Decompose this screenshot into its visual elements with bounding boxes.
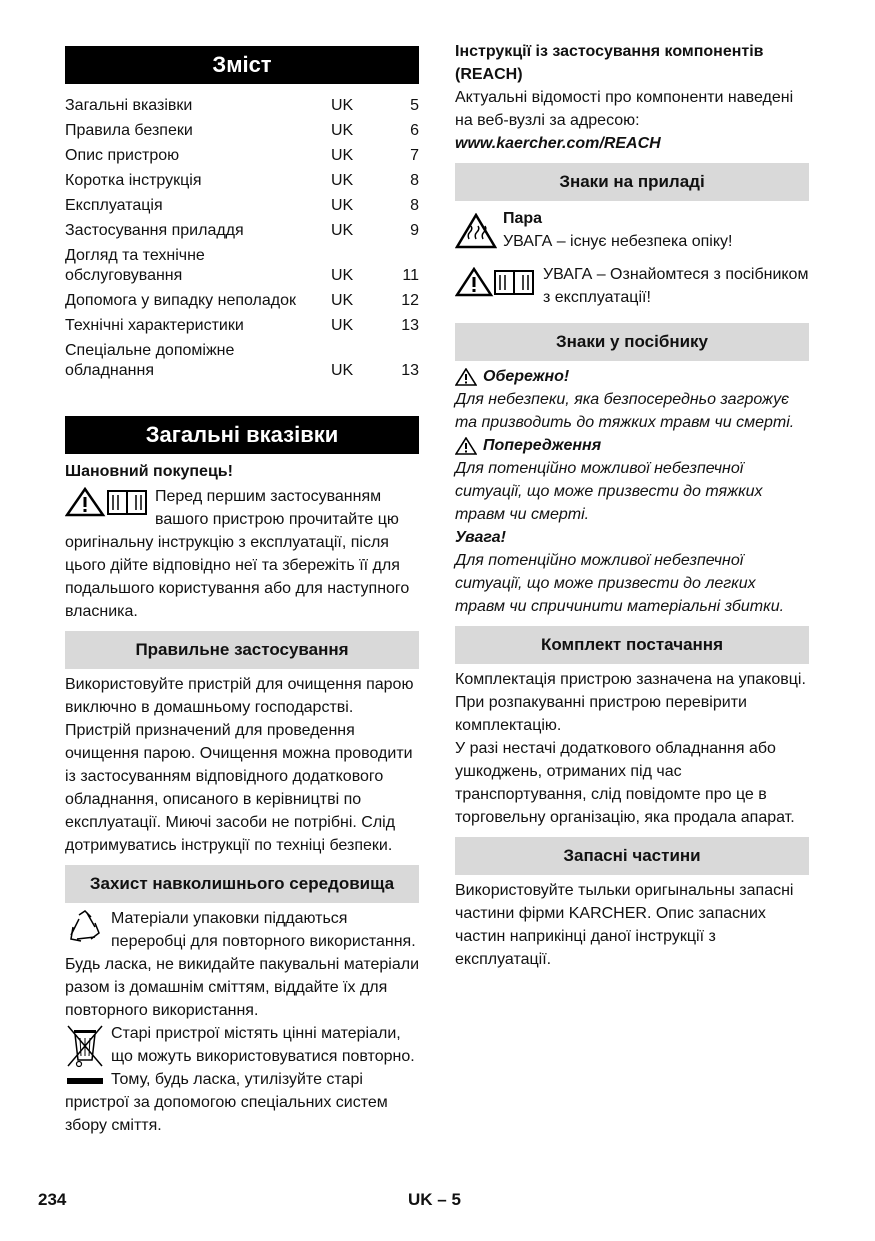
reach-heading: Інструкції із застосування компонентів (REACH): [455, 43, 764, 83]
toc-row[interactable]: [65, 341, 419, 386]
scope-text-1: Комплектація пристрою зазначена на упаковці. При розпакуванні пристрою перевірити комплектацію.: [455, 671, 806, 734]
toc-page: 13: [401, 362, 419, 379]
toc-page: 11: [402, 267, 419, 284]
disposal-block: [65, 1022, 419, 1137]
warning-triangle-icon: [455, 368, 477, 386]
toc-title: Технічні характеристики: [65, 317, 244, 334]
manual-warning: УВАГА – Ознайомтеся з посібником з експлуатації!: [543, 266, 809, 306]
toc-title: Догляд та технічне обслуговування: [65, 247, 205, 284]
toc-title: Загальні вказівки: [65, 97, 193, 114]
hot-steam-warning-icon: [455, 213, 497, 249]
warning-manual-icon: [65, 487, 149, 517]
toc-page: 8: [410, 172, 419, 189]
manual-signs-heading: Знаки у посібнику: [455, 323, 809, 361]
toc-page: 12: [401, 292, 419, 309]
danger-heading: [455, 365, 809, 388]
page-number: 234: [38, 1190, 67, 1209]
steam-label: Пара: [503, 210, 543, 227]
warning-label: Попередження: [483, 437, 602, 454]
toc-row[interactable]: [65, 316, 419, 341]
recycle-text: Матеріали упаковки піддаються переробці для повторного використання. Будь ласка, не викидайте пакувальні матеріали разом із домашнім сміттям, віддайте їх для повторного використання.: [65, 910, 420, 1019]
disposal-text: Старі пристрої містять цінні матеріали, що можуть використовуватися повторно. Тому, будь ласка, утилізуйте старі пристрої за допомогою спеціальних систем збору сміття.: [65, 1025, 415, 1134]
toc-row[interactable]: [65, 96, 419, 121]
manual-sign: [455, 263, 809, 309]
warning-heading: [455, 434, 809, 457]
toc-title: Коротка інструкція: [65, 172, 202, 189]
device-signs-heading: Знаки на приладі: [455, 163, 809, 201]
toc-lang: UK: [331, 267, 354, 284]
toc-row[interactable]: [65, 146, 419, 171]
toc-lang: UK: [331, 362, 354, 379]
toc-page: 6: [410, 122, 419, 139]
general-heading: Загальні вказівки: [65, 416, 419, 454]
toc-row[interactable]: [65, 221, 419, 246]
caution-text: Для потенційно можливої небезпечної ситуації, що може призвести до легких травм чи спричинити матеріальні збитки.: [455, 552, 785, 615]
toc-lang: UK: [331, 147, 354, 164]
crossed-bin-icon: [65, 1024, 105, 1090]
proper-use-heading: Правильне застосування: [65, 631, 419, 669]
toc-page: 7: [410, 147, 419, 164]
warning-triangle-icon: [455, 437, 477, 455]
warning-text: Для потенційно можливої небезпечної ситуації, що може призвести до тяжких травм чи смерті.: [455, 460, 763, 523]
toc-page: 9: [410, 222, 419, 239]
left-column: [65, 46, 419, 1137]
toc-lang: UK: [331, 317, 354, 334]
recycle-icon: [65, 909, 105, 947]
caution-label: Увага!: [455, 529, 506, 546]
reach-url[interactable]: www.kaercher.com/REACH: [455, 135, 661, 152]
toc-row[interactable]: [65, 246, 419, 291]
recycle-block: [65, 907, 419, 1022]
reach-text: Актуальні відомості про компоненти наведені на веб-вузлі за адресою:: [455, 89, 794, 129]
toc-title: Спеціальне допоміжне обладнання: [65, 342, 235, 379]
intro-block: [65, 485, 419, 623]
toc-lang: UK: [331, 292, 354, 309]
toc-title: Опис пристрою: [65, 147, 180, 164]
toc-page: 8: [410, 197, 419, 214]
spare-parts-heading: Запасні частини: [455, 837, 809, 875]
toc-title: Експлуатація: [65, 197, 163, 214]
toc-page: 13: [401, 317, 419, 334]
toc-lang: UK: [331, 222, 354, 239]
toc-title: Допомога у випадку неполадок: [65, 292, 297, 309]
spare-parts-text: Використовуйте тыльки оригынальны запасні частини фірми KARCHER. Опис запасних частин наприкінці даної інструкції з експлуатації.: [455, 882, 794, 968]
right-column: [455, 40, 809, 971]
environment-heading: Захист навколишнього середовища: [65, 865, 419, 903]
steam-warning: УВАГА – існує небезпека опіку!: [503, 233, 733, 250]
steam-sign: [455, 207, 809, 253]
scope-heading: Комплект постачання: [455, 626, 809, 664]
greeting: Шановний покупець!: [65, 463, 233, 480]
toc-title: Застосування приладдя: [65, 222, 244, 239]
toc-lang: UK: [331, 197, 354, 214]
intro-text: Перед першим застосуванням вашого пристрою прочитайте цю оригінальну інструкцію з експлуатації, після цього дійте відповідно неї та збережіть її для подальшого користування або для наступного власника.: [65, 488, 410, 620]
toc-page: 5: [410, 97, 419, 114]
toc-row[interactable]: [65, 121, 419, 146]
warning-manual-icon: [455, 267, 535, 297]
toc-lang: UK: [331, 97, 354, 114]
danger-label: Обережно!: [483, 368, 570, 385]
danger-text: Для небезпеки, яка безпосередньо загрожує та призводить до тяжких травм чи смерті.: [455, 391, 795, 431]
scope-text-2: У разі нестачі додаткового обладнання або ушкоджень, отриманих під час транспортування, слід повідомте про це в торговельну організацію, яка продала апарат.: [455, 740, 795, 826]
toc-lang: UK: [331, 122, 354, 139]
table-of-contents: [65, 96, 419, 386]
toc-row[interactable]: [65, 171, 419, 196]
toc-heading: Зміст: [65, 46, 419, 84]
toc-lang: UK: [331, 172, 354, 189]
toc-row[interactable]: [65, 196, 419, 221]
toc-title: Правила безпеки: [65, 122, 193, 139]
proper-use-text: Використовуйте пристрій для очищення парою виключно в домашньому господарстві. Пристрій призначений для проведення очищення парою. Очищення можна проводити із застосуванням відповідного додаткового обладнання, описаного в керівництві по експлуатації. Миючі засоби не потрібні. Слід дотримуватись інструкції по техніці безпеки.: [65, 676, 414, 854]
section-number: UK – 5: [408, 1190, 461, 1209]
toc-row[interactable]: [65, 291, 419, 316]
